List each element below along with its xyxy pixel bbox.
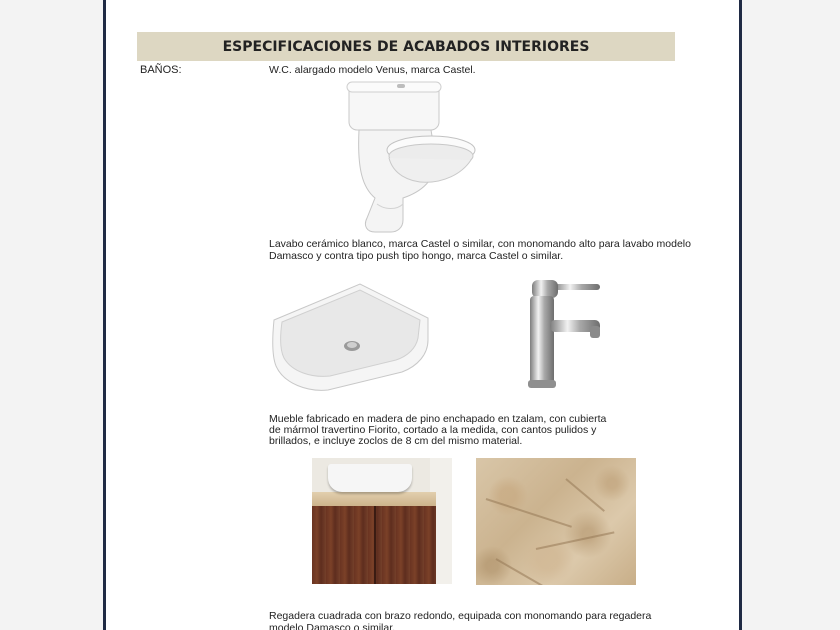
item-regadera-line2: modelo Damasco o similar. [269,622,396,630]
sink-image [268,280,434,392]
marble-sample-photo [476,458,636,585]
item-mueble-line3: brillados, e incluye zoclos de 8 cm del mismo material. [269,435,523,447]
item-mueble-line1: Mueble fabricado en madera de pino enchapado en tzalam, con cubierta [269,413,607,425]
document-page [103,0,742,630]
item-mueble-line2: de mármol travertino Fiorito, cortado a la medida, con cantos pulidos y [269,424,597,436]
faucet-image [524,276,606,392]
item-wc-description: W.C. alargado modelo Venus, marca Castel. [269,64,476,76]
item-lavabo-line1: Lavabo cerámico blanco, marca Castel o similar, con monomando alto para lavabo modelo [269,238,691,250]
document-title: ESPECIFICACIONES DE ACABADOS INTERIORES [137,32,675,61]
item-lavabo-line2: Damasco y contra tipo push tipo hongo, marca Castel o similar. [269,250,564,262]
section-label-banos: BAÑOS: [140,64,182,76]
item-regadera-line1: Regadera cuadrada con brazo redondo, equipada con monomando para regadera [269,610,652,622]
toilet-image [341,80,481,236]
vanity-photo [312,458,452,584]
